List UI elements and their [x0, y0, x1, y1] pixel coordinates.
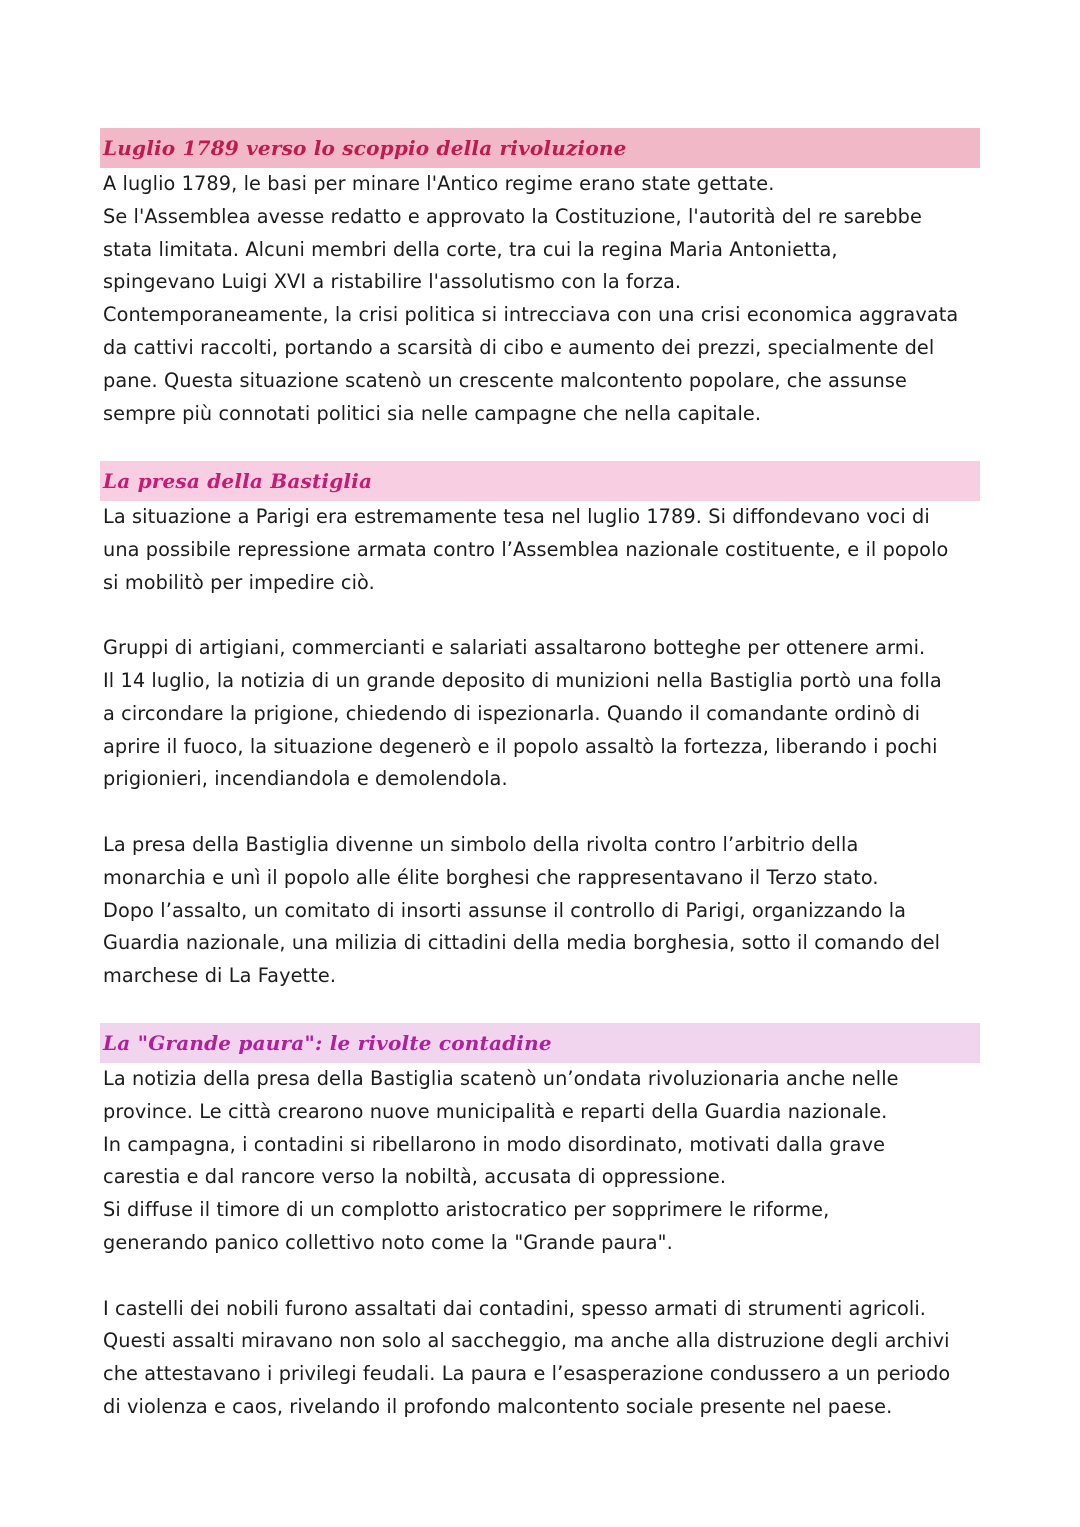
text-line: stata limitata. Alcuni membri della corte, tra cui la regina Maria Antonietta, — [103, 237, 838, 261]
text-line: di violenza e caos, rivelando il profondo malcontento sociale presente nel paese. — [103, 1394, 893, 1418]
section-grande-paura — [100, 1023, 980, 1424]
text-line: generando panico collettivo noto come la "Grande paura". — [103, 1230, 673, 1254]
paragraph — [100, 168, 980, 430]
text-line: marchese di La Fayette. — [103, 964, 337, 988]
section-heading: Luglio 1789 verso lo scoppio della rivoluzione — [100, 128, 980, 168]
text-line: spingevano Luigi XVI a ristabilire l'assolutismo con la forza. — [103, 270, 682, 294]
text-line: prigionieri, incendiandola e demolendola. — [103, 767, 508, 791]
text-line: In campagna, i contadini si ribellarono in modo disordinato, motivati dalla grave — [103, 1132, 886, 1156]
text-line: Gruppi di artigiani, commercianti e salariati assaltarono botteghe per ottenere armi. — [103, 636, 926, 660]
text-line: Questi assalti miravano non solo al saccheggio, ma anche alla distruzione degli archivi — [103, 1329, 950, 1353]
section-heading: La presa della Bastiglia — [100, 461, 980, 501]
text-line: Si diffuse il timore di un complotto aristocratico per sopprimere le riforme, — [103, 1198, 830, 1222]
paragraph — [100, 501, 980, 599]
section-heading: La "Grande paura": le rivolte contadine — [100, 1023, 980, 1063]
text-line: A luglio 1789, le basi per minare l'Antico regime erano state gettate. — [103, 172, 775, 195]
paragraph — [100, 1063, 980, 1260]
text-line: da cattivi raccolti, portando a scarsità di cibo e aumento dei prezzi, specialmente del — [103, 335, 935, 359]
text-line: carestia e dal rancore verso la nobiltà, accusata di oppressione. — [103, 1165, 727, 1189]
text-line: La presa della Bastiglia divenne un simbolo della rivolta contro l’arbitrio della — [103, 832, 859, 856]
text-line: Se l'Assemblea avesse redatto e approvato la Costituzione, l'autorità del re sarebbe — [103, 204, 922, 228]
text-line: monarchia e unì il popolo alle élite borghesi che rappresentavano il Terzo stato. — [103, 865, 879, 889]
text-line: si mobilitò per impedire ciò. — [103, 570, 375, 594]
paragraph — [100, 632, 980, 796]
text-line: che attestavano i privilegi feudali. La paura e l’esasperazione condussero a un periodo — [103, 1362, 951, 1386]
text-line: I castelli dei nobili furono assaltati dai contadini, spesso armati di strumenti agricoli. — [103, 1296, 927, 1320]
text-line: Il 14 luglio, la notizia di un grande deposito di munizioni nella Bastiglia portò una folla — [103, 668, 942, 692]
section-luglio-1789 — [100, 128, 980, 430]
text-line: Contemporaneamente, la crisi politica si intrecciava con una crisi economica aggravata — [103, 303, 959, 327]
paragraph — [100, 1293, 980, 1424]
section-presa-bastiglia — [100, 461, 980, 993]
text-line: sempre più connotati politici sia nelle campagne che nella capitale. — [103, 401, 762, 425]
text-line: La notizia della presa della Bastiglia scatenò un’ondata rivoluzionaria anche nelle — [103, 1067, 899, 1090]
text-line: Dopo l’assalto, un comitato di insorti assunse il controllo di Parigi, organizzando la — [103, 898, 907, 922]
text-line: province. Le città crearono nuove municipalità e reparti della Guardia nazionale. — [103, 1099, 888, 1123]
text-line: aprire il fuoco, la situazione degenerò e il popolo assaltò la fortezza, liberando i pochi — [103, 734, 938, 758]
text-line: pane. Questa situazione scatenò un crescente malcontento popolare, che assunse — [103, 368, 907, 392]
paragraph — [100, 829, 980, 993]
text-line: La situazione a Parigi era estremamente tesa nel luglio 1789. Si diffondevano voci di — [103, 505, 930, 528]
text-line: una possibile repressione armata contro l’Assemblea nazionale costituente, e il popolo — [103, 537, 949, 561]
text-line: a circondare la prigione, chiedendo di ispezionarla. Quando il comandante ordinò di — [103, 701, 921, 725]
text-line: Guardia nazionale, una milizia di cittadini della media borghesia, sotto il comando del — [103, 931, 941, 955]
